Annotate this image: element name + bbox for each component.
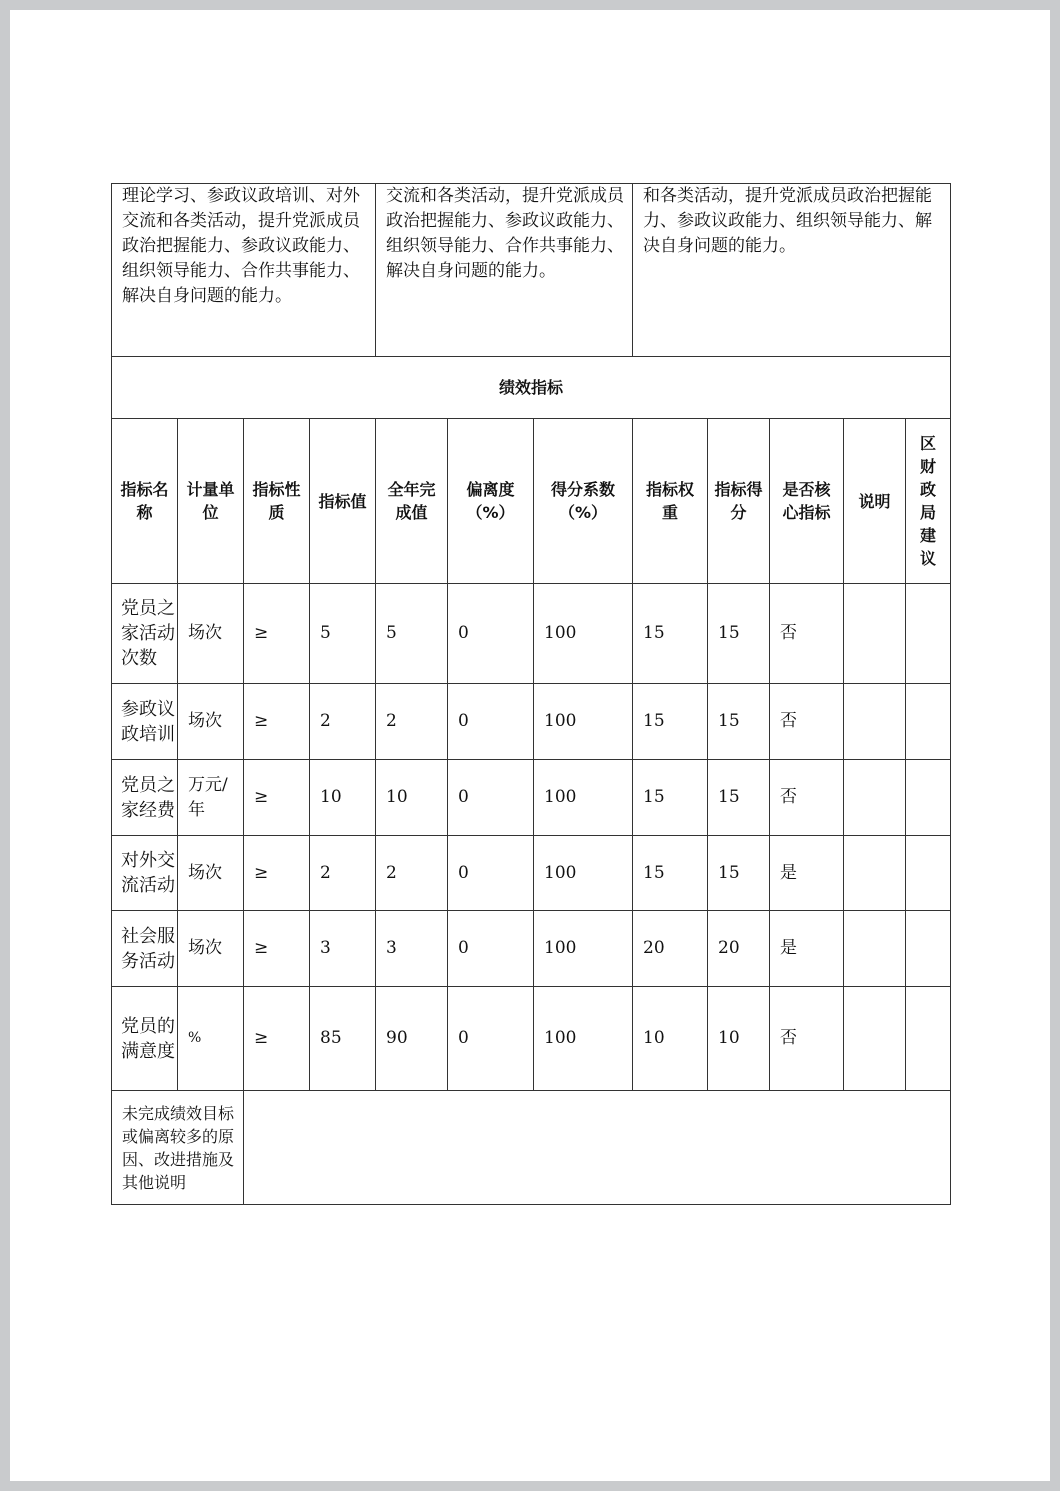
indicator-note	[844, 911, 906, 987]
indicator-weight: 10	[633, 987, 708, 1091]
footer-label: 未完成绩效目标或偏离较多的原因、改进措施及其他说明	[112, 1091, 244, 1205]
indicator-deviation: 0	[448, 836, 534, 911]
indicator-core: 否	[770, 684, 844, 760]
indicator-coefficient: 100	[534, 760, 633, 836]
indicator-advice	[906, 760, 951, 836]
indicator-target: 85	[310, 987, 376, 1091]
indicator-score: 20	[708, 911, 770, 987]
indicator-note	[844, 836, 906, 911]
indicator-weight: 15	[633, 584, 708, 684]
indicator-note	[844, 584, 906, 684]
table-row	[112, 684, 951, 760]
indicator-deviation: 0	[448, 911, 534, 987]
indicator-nature: ≥	[244, 836, 310, 911]
indicator-coefficient: 100	[534, 911, 633, 987]
table-row	[112, 584, 951, 684]
goal-text-actual: 交流和各类活动，提升党派成员政治把握能力、参政议政能力、组织领导能力、合作共事能力、解决自身问题的能力。	[376, 184, 633, 357]
footer-row	[112, 1091, 951, 1205]
header-indicator-name: 指标名称	[112, 419, 178, 584]
goal-text-evaluation: 和各类活动，提升党派成员政治把握能力、参政议政能力、组织领导能力、解决自身问题的能力。	[633, 184, 951, 357]
document-page	[10, 10, 1050, 1481]
header-weight: 指标权重	[633, 419, 708, 584]
indicator-weight: 20	[633, 911, 708, 987]
table-row	[112, 836, 951, 911]
header-actual: 全年完成值	[376, 419, 448, 584]
indicator-advice	[906, 911, 951, 987]
indicator-note	[844, 684, 906, 760]
indicator-target: 2	[310, 836, 376, 911]
indicator-actual: 5	[376, 584, 448, 684]
header-unit: 计量单位	[178, 419, 244, 584]
table-row	[112, 911, 951, 987]
indicator-actual: 10	[376, 760, 448, 836]
header-row	[112, 419, 951, 584]
indicator-actual: 2	[376, 684, 448, 760]
indicator-deviation: 0	[448, 987, 534, 1091]
indicator-target: 10	[310, 760, 376, 836]
indicator-nature: ≥	[244, 911, 310, 987]
indicator-advice	[906, 584, 951, 684]
section-title: 绩效指标	[112, 357, 951, 419]
indicator-deviation: 0	[448, 760, 534, 836]
indicator-actual: 90	[376, 987, 448, 1091]
header-score: 指标得分	[708, 419, 770, 584]
header-core: 是否核心指标	[770, 419, 844, 584]
footer-value	[244, 1091, 951, 1205]
indicator-weight: 15	[633, 760, 708, 836]
indicator-core: 否	[770, 760, 844, 836]
goal-text-planned: 理论学习、参政议政培训、对外交流和各类活动，提升党派成员政治把握能力、参政议政能力、组织领导能力、合作共事能力、解决自身问题的能力。	[112, 184, 376, 357]
header-finance-advice: 区财政局建议	[906, 419, 951, 584]
indicator-actual: 2	[376, 836, 448, 911]
header-coefficient: 得分系数（%）	[534, 419, 633, 584]
indicator-deviation: 0	[448, 684, 534, 760]
indicator-score: 15	[708, 584, 770, 684]
indicator-weight: 15	[633, 684, 708, 760]
indicator-coefficient: 100	[534, 836, 633, 911]
indicator-core: 否	[770, 584, 844, 684]
indicator-nature: ≥	[244, 760, 310, 836]
indicator-target: 5	[310, 584, 376, 684]
indicator-advice	[906, 987, 951, 1091]
indicator-score: 15	[708, 760, 770, 836]
indicator-unit: %	[178, 987, 244, 1091]
indicator-name: 党员之家经费	[112, 760, 178, 836]
goals-row	[112, 184, 951, 357]
indicator-nature: ≥	[244, 684, 310, 760]
indicator-note	[844, 760, 906, 836]
indicator-unit: 万元/年	[178, 760, 244, 836]
indicator-coefficient: 100	[534, 584, 633, 684]
indicator-core: 是	[770, 911, 844, 987]
indicator-score: 15	[708, 684, 770, 760]
indicator-score: 15	[708, 836, 770, 911]
header-deviation: 偏离度（%）	[448, 419, 534, 584]
indicator-name: 党员的满意度	[112, 987, 178, 1091]
indicator-core: 否	[770, 987, 844, 1091]
indicator-note	[844, 987, 906, 1091]
indicator-coefficient: 100	[534, 684, 633, 760]
indicator-actual: 3	[376, 911, 448, 987]
indicator-target: 3	[310, 911, 376, 987]
indicator-advice	[906, 684, 951, 760]
section-row	[112, 357, 951, 419]
header-target: 指标值	[310, 419, 376, 584]
indicator-deviation: 0	[448, 584, 534, 684]
indicator-score: 10	[708, 987, 770, 1091]
indicator-nature: ≥	[244, 584, 310, 684]
table-row	[112, 760, 951, 836]
indicator-name: 党员之家活动次数	[112, 584, 178, 684]
indicator-unit: 场次	[178, 911, 244, 987]
indicator-name: 社会服务活动	[112, 911, 178, 987]
indicator-name: 参政议政培训	[112, 684, 178, 760]
indicator-unit: 场次	[178, 584, 244, 684]
indicator-unit: 场次	[178, 836, 244, 911]
header-note: 说明	[844, 419, 906, 584]
indicator-coefficient: 100	[534, 987, 633, 1091]
performance-table	[111, 183, 951, 1205]
table-row	[112, 987, 951, 1091]
indicator-unit: 场次	[178, 684, 244, 760]
indicator-nature: ≥	[244, 987, 310, 1091]
indicator-name: 对外交流活动	[112, 836, 178, 911]
indicator-target: 2	[310, 684, 376, 760]
indicator-advice	[906, 836, 951, 911]
indicator-core: 是	[770, 836, 844, 911]
indicator-weight: 15	[633, 836, 708, 911]
header-nature: 指标性质	[244, 419, 310, 584]
